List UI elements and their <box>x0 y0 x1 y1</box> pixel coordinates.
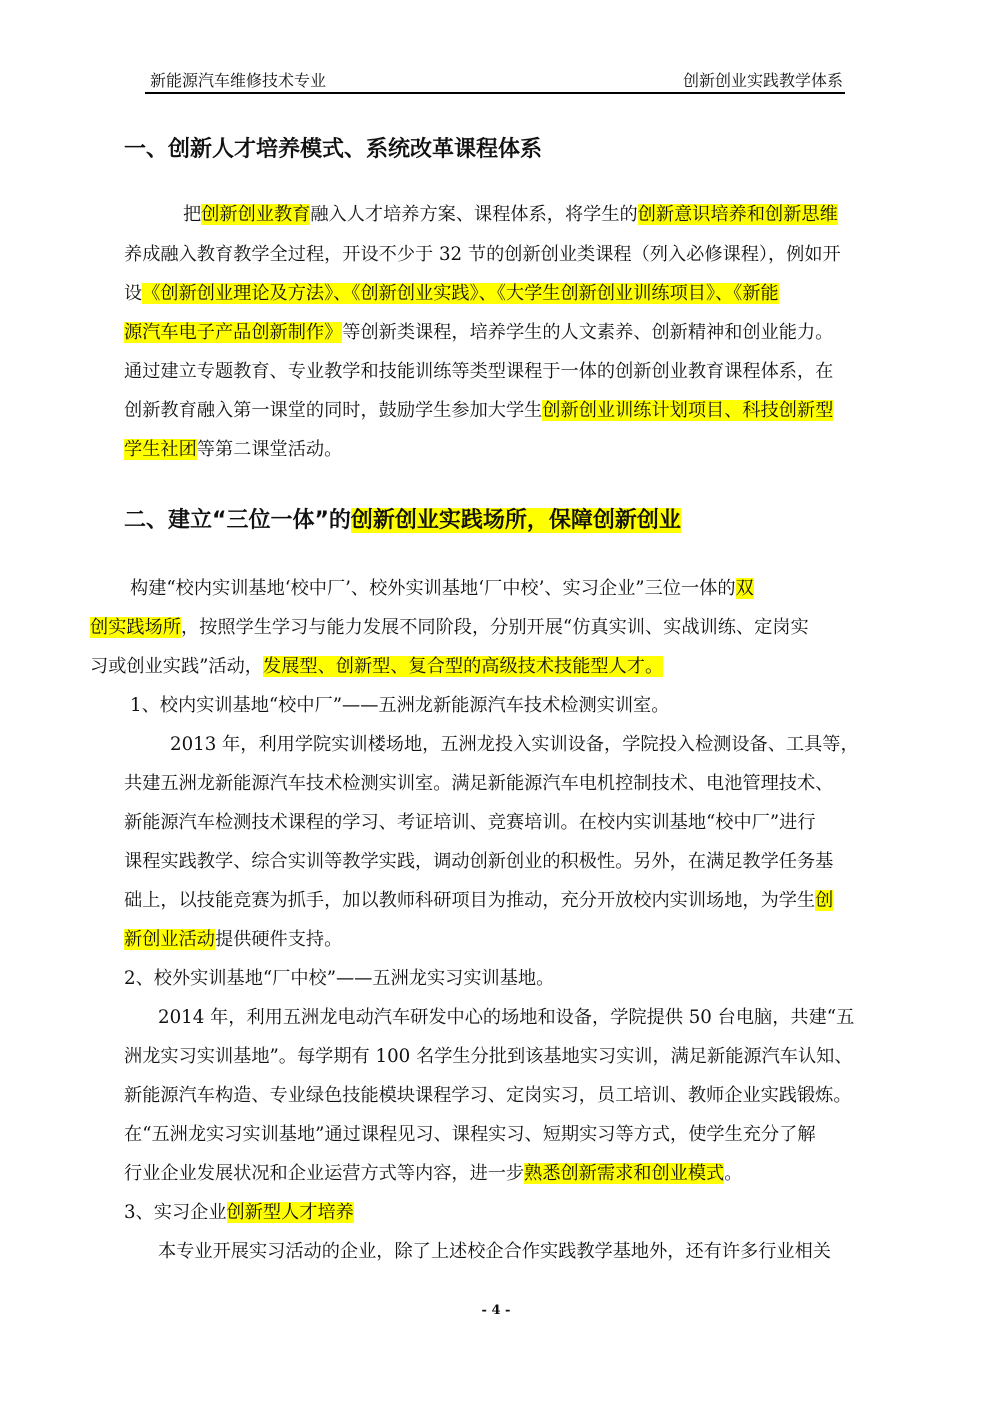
text-run: 提供硬件支持。 <box>214 929 343 950</box>
text-run: 养成融入教育教学全过程，开设不少于 32 节的创新创业类课程（列入必修课程），例如开 <box>124 244 841 265</box>
paragraph-line <box>124 810 816 836</box>
highlighted-text: 创新意识培养和创新思维 <box>637 204 838 225</box>
text-run: 1、校内实训基地“校中厂”——五洲龙新能源汽车技术检测实训室。 <box>130 695 670 716</box>
text-run: 2、校外实训基地“厂中校”——五洲龙实习实训基地。 <box>124 968 555 989</box>
text-run: 通过建立专题教育、专业教学和技能训练等类型课程于一体的创新创业教育课程体系，在 <box>124 361 834 382</box>
paragraph-line <box>90 654 663 680</box>
paragraph-line <box>124 927 342 953</box>
text-run: 课程实践教学、综合实训等教学实践，调动创新创业的积极性。另外，在满足教学任务基 <box>124 851 834 872</box>
text-run: 2013 年，利用学院实训楼场地，五洲龙投入实训设备，学院投入检测设备、工具等， <box>170 734 859 755</box>
text-run: 二、建立“三位一体”的 <box>124 508 351 533</box>
paragraph-line <box>124 1122 816 1148</box>
text-run: 创新教育融入第一课堂的同时，鼓励学生参加大学生 <box>124 400 543 421</box>
header-left-title: 新能源汽车维修技术专业 <box>150 71 327 90</box>
highlighted-text: 创 <box>815 890 834 911</box>
highlighted-text: 学生社团 <box>124 439 197 460</box>
paragraph-line <box>124 398 833 424</box>
highlighted-text: 源汽车电子产品创新制作》 <box>124 322 343 343</box>
paragraph-line <box>158 1005 854 1031</box>
text-run: 2014 年，利用五洲龙电动汽车研发中心的场地和设备，学院提供 50 台电脑，共建“五 <box>158 1007 855 1028</box>
paragraph-line <box>124 966 554 992</box>
highlighted-text: 创新型人才培养 <box>226 1202 354 1223</box>
section-1-heading: 一、创新人才培养模式、系统改革课程体系 <box>124 137 543 162</box>
text-run: 等第二课堂活动。 <box>196 439 343 460</box>
paragraph-line <box>90 615 809 641</box>
text-run: 础上，以技能竞赛为抓手，加以教师科研项目为推动，充分开放校内实训场地，为学生 <box>124 890 816 911</box>
paragraph-line <box>124 320 833 346</box>
highlighted-text: 熟悉创新需求和创业模式 <box>524 1163 725 1184</box>
paragraph-line <box>124 888 833 914</box>
text-run: 洲龙实习实训基地”。每学期有 100 名学生分批到该基地实习实训，满足新能源汽车认知、 <box>124 1046 853 1067</box>
text-run: 行业企业发展状况和企业运营方式等内容，进一步 <box>124 1163 525 1184</box>
text-run: 共建五洲龙新能源汽车技术检测实训室。满足新能源汽车电机控制技术、电池管理技术、 <box>124 773 834 794</box>
paragraph-line <box>124 359 833 385</box>
paragraph-line <box>130 693 669 719</box>
paragraph-line <box>170 732 859 758</box>
highlighted-text: 创实践场所 <box>90 617 181 638</box>
text-run: 习或创业实践”活动， <box>90 656 263 677</box>
paragraph-line <box>183 202 838 228</box>
text-run: 构建“校内实训基地‘校中厂’、校外实训基地‘厂中校’、实习企业”三位一体的 <box>130 578 736 599</box>
text-run: 在“五洲龙实习实训基地”通过课程见习、课程实习、短期实习等方式，使学生充分了解 <box>124 1124 816 1145</box>
text-run: 新能源汽车构造、专业绿色技能模块课程学习、定岗实习，员工培训、教师企业实践锻炼。 <box>124 1085 852 1106</box>
highlighted-text: 《创新创业理论及方法》、《创新创业实践》、《大学生创新创业训练项目》、《新能 <box>142 283 779 304</box>
paragraph-line <box>124 437 342 463</box>
highlighted-text: 双 <box>735 578 754 599</box>
paragraph-line <box>124 1083 852 1109</box>
paragraph-line <box>124 281 779 307</box>
highlighted-text: 创新创业训练计划项目、科技创新型 <box>542 400 834 421</box>
highlighted-text: 创新创业实践场所，保障创新创业 <box>350 508 681 533</box>
text-run: 3、实习企业 <box>124 1202 227 1223</box>
text-run: 等创新类课程，培养学生的人文素养、创新精神和创业能力。 <box>342 322 834 343</box>
paragraph-line <box>124 1161 742 1187</box>
text-run: 把 <box>183 204 202 225</box>
highlighted-text: 创新创业教育 <box>201 204 311 225</box>
paragraph-line <box>158 1239 831 1265</box>
header-right-title: 创新创业实践教学体系 <box>682 71 843 90</box>
paragraph-line <box>124 1200 354 1226</box>
paragraph-line <box>130 576 754 602</box>
paragraph-line <box>124 242 841 268</box>
page-header <box>145 68 845 94</box>
section-2-heading <box>124 503 681 534</box>
page-number: - 4 - <box>481 1303 511 1318</box>
text-run: ，按照学生学习与能力发展不同阶段，分别开展“仿真实训、实战训练、定岗实 <box>180 617 809 638</box>
text-run: 本专业开展实习活动的企业，除了上述校企合作实践教学基地外，还有许多行业相关 <box>158 1241 831 1262</box>
paragraph-line <box>124 771 833 797</box>
paragraph-line <box>124 849 833 875</box>
text-run: 新能源汽车检测技术课程的学习、考证培训、竞赛培训。在校内实训基地“校中厂”进行 <box>124 812 816 833</box>
paragraph-line <box>124 1044 853 1070</box>
text-run: 。 <box>724 1163 743 1184</box>
text-run: 融入人才培养方案、课程体系，将学生的 <box>310 204 638 225</box>
highlighted-text: 新创业活动 <box>124 929 215 950</box>
highlighted-text: 发展型、创新型、复合型的高级技术技能型人才。 <box>263 656 664 677</box>
text-run: 设 <box>124 283 143 304</box>
